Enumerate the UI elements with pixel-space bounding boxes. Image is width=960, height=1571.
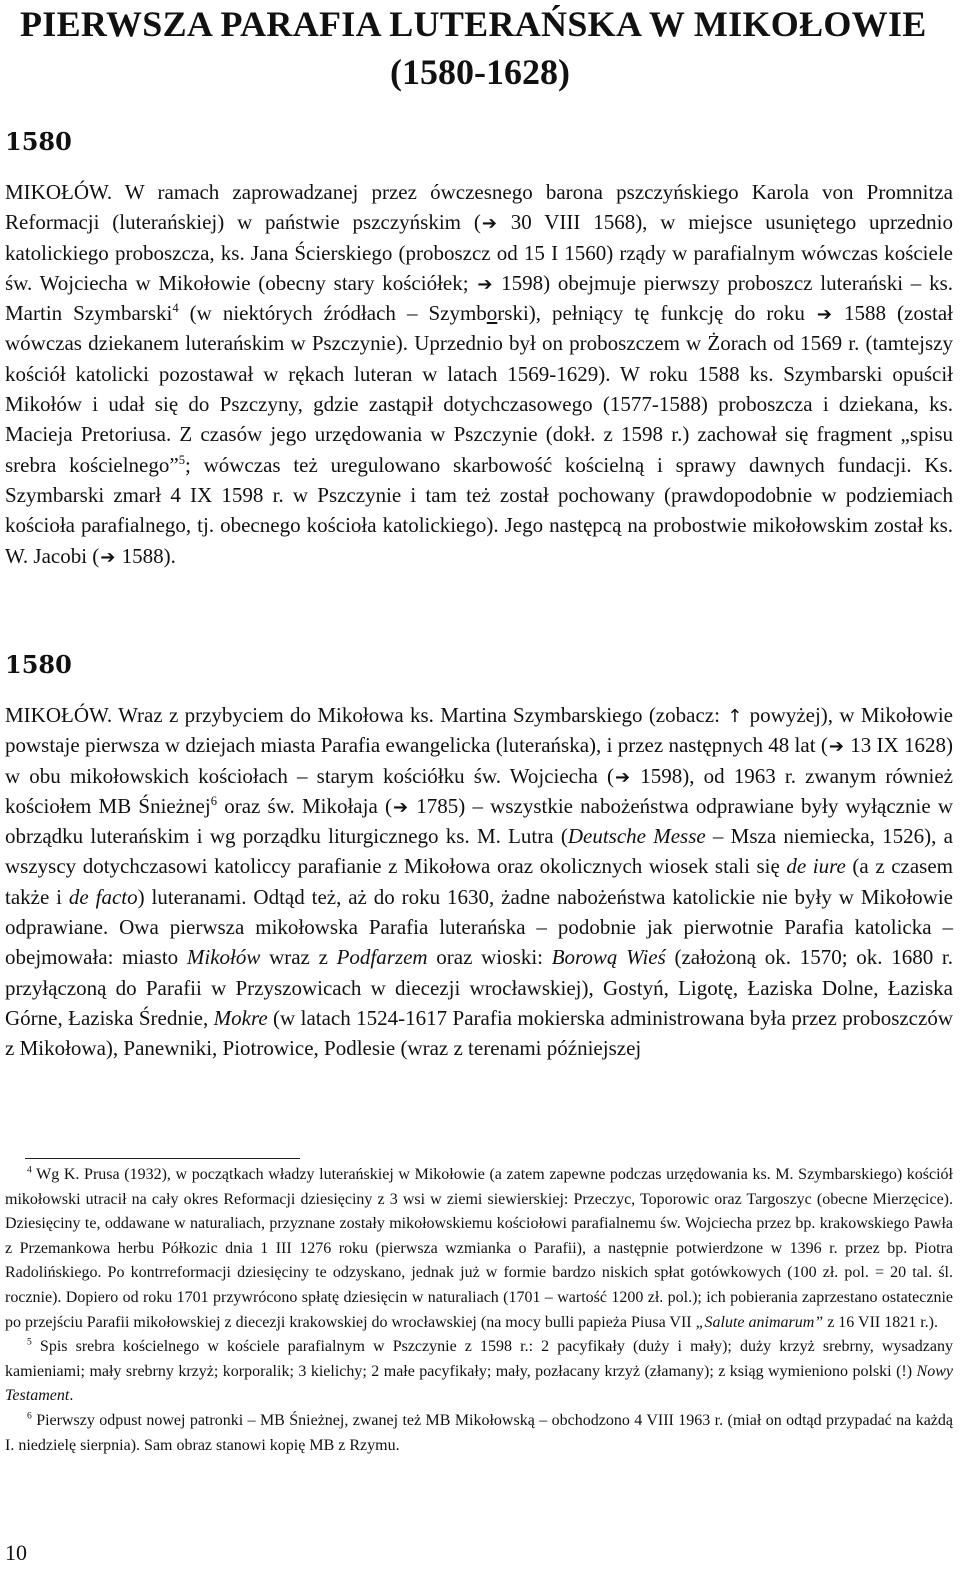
right-arrow-icon: ➔: [481, 213, 497, 235]
text-run: 1588).: [116, 543, 176, 568]
up-arrow-icon: ↑: [727, 706, 743, 727]
footnote-number: 4: [27, 1164, 32, 1176]
footnote-number: 5: [27, 1336, 32, 1348]
text-run: (a z czasem także i: [5, 854, 954, 909]
italic-text: Nowy Testament: [5, 1362, 953, 1405]
text-run: oraz wioski:: [427, 945, 552, 970]
footnote-text: z 16 VII 1821 r.).: [823, 1313, 938, 1331]
italic-text: Mokre: [213, 1005, 268, 1030]
text-run: 1598), od 1963 r. zwanym również kościołem MB Śnieżnej: [5, 763, 953, 818]
right-arrow-icon: ➔: [614, 766, 631, 788]
footnote-text: Pierwszy odpust nowej patronki – MB Śnieżnej, zwanej też MB Mikołowską – obchodzono 4 VIII 1963 r. (miał on odtąd przypadać na każdą I. niedzielę sierpnia). Sam obraz stanowi kopię MB z Rzymu.: [5, 1411, 953, 1454]
footnote-5: [5, 1335, 953, 1409]
text-run: 30 VIII 1568), w miejsce usuniętego uprzednio katolickiego proboszcza, ks. Jana Ścierskiego (proboszcz od 15 I 1560) rządy w parafialnym wówczas kościele św. Wojciecha w Mikołowie (obecny stary kościółek;: [5, 210, 953, 295]
italic-text: de facto: [68, 884, 138, 909]
italic-text: Deutsche Messe: [567, 824, 706, 849]
text-run: MIKOŁÓW. Wraz z przybyciem do Mikołowa ks. Martina Szymbarskiego (zobacz:: [5, 703, 727, 727]
footnote-number: 6: [27, 1410, 32, 1422]
text-run: – Msza niemiecka, 1526), a wszyscy dotychczasowi katoliccy parafianie z Mikołowa oraz okolicznych wiosek stali się: [5, 824, 953, 879]
text-run: (założoną ok. 1570; ok. 1680 r. przyłączoną do Parafii w Przyszowicach w diecezji wrocławskiej), Gostyń, Ligotę, Łaziska Dolne, Łaziska Górne, Łaziska Średnie,: [5, 945, 954, 1030]
footnote-ref[interactable]: 5: [178, 452, 185, 467]
text-run: 1785) – wszystkie nabożeństwa odprawiane były wyłącznie w obrządku luterańskim i wg porządku liturgicznego ks. M. Lutra (: [5, 793, 954, 849]
text-run: (w niektórych źródłach – Szymb: [178, 301, 487, 326]
italic-text: Podfarzem: [336, 945, 428, 970]
footnote-4: [5, 1163, 953, 1335]
right-arrow-icon: ➔: [477, 273, 493, 295]
italic-text: „Salute animarum”: [695, 1313, 824, 1331]
text-run: powyżej), w Mikołowie powstaje pierwsza w dziejach miasta Parafia ewangelicka (luterańska), i przez następnych 48 lat (: [5, 703, 953, 758]
right-arrow-icon: ➔: [816, 304, 832, 326]
right-arrow-icon: ➔: [392, 796, 409, 818]
italic-text: de iure: [786, 854, 846, 879]
text-run: 13 IX 1628) w obu mikołowskich kościołach – starym kościółku św. Wojciecha (: [5, 733, 954, 788]
text-run: (w latach 1524-1617 Parafia mokierska administrowana była przez proboszczów z Mikołowa), Panewniki, Piotrowice, Podlesie (wraz z terenami późniejszej: [5, 1005, 953, 1061]
footnote-6: [5, 1409, 953, 1458]
text-run: MIKOŁÓW. W ramach zaprowadzanej przez ówczesnego barona pszczyńskiego Karola von Promnitza Reformacji (luterańskiej) w państwie pszczyńskim (: [5, 180, 953, 235]
footnote-divider: [25, 1158, 300, 1159]
section-year-heading: 1580: [5, 127, 72, 156]
footnotes: [5, 1163, 953, 1458]
text-run: rski), pełniący tę funkcję do roku: [497, 301, 816, 326]
page-number: 10: [5, 1540, 27, 1565]
italic-text: Borową Wieś: [551, 945, 666, 970]
text-run: oraz św. Mikołaja (: [217, 793, 392, 818]
section-year-heading: 1580: [5, 650, 72, 679]
footnote-ref[interactable]: 4: [172, 301, 179, 316]
text-run: 1598) obejmuje pierwszy proboszcz luterański – ks. Martin Szymbarski: [5, 270, 953, 326]
section-paragraph: [5, 700, 953, 1064]
section-paragraph: [5, 177, 953, 571]
text-run: 1588 (został wówczas dziekanem luterańskim w Pszczynie). Uprzednio był on proboszczem w Żorach od 1569 r. (tamtejszy kościół katolicki pozostawał w rękach luteran w latach 1569-1629). W roku 1588 ks. Szymbarski opuścił Mikołów i udał się do Pszczyny, gdzie zastąpił dotychczasowego (1577-1588) proboszcza i dziekana, ks. Macieja Pretoriusa. Z czasów jego urzędowania w Pszczynie (dokł. z 1598 r.) zachował się fragment „spisu srebra kościelnego”: [5, 301, 953, 477]
page-title-line-1: PIERWSZA PARAFIA LUTERAŃSKA W MIKOŁOWIE: [20, 4, 927, 44]
footnote-text: .: [69, 1387, 74, 1405]
text-run: ) luteranami. Odtąd też, aż do roku 1630, żadne nabożeństwa katolickie nie były w Mikołowie odprawiane. Owa pierwsza mikołowska Parafia luterańska – podobnie jak pierwotnie Parafia katolicka – obejmowała: miasto: [5, 884, 953, 970]
page-title-line-2: (1580-1628): [390, 52, 570, 92]
footnote-ref[interactable]: 6: [210, 793, 218, 808]
text-run: wraz z: [260, 945, 337, 970]
footnote-text: Wg K. Prusa (1932), w początkach władzy luterańskiej w Mikołowie (a zatem zapewne podczas urzędowania ks. M. Szymbarskiego) kościół mikołowski utracił na cały okres Reformacji dziesięciny z 3 wsi w ziemi siewierskiej: Przeczyc, Toporowic oraz Targoszyc (obecne Mierzęcice). Dziesięciny te, oddawane w naturaliach, przyznane zostały mikołowskiemu kościołowi parafialnemu św. Wojciecha przez bp. krakowskiego Pawła z Przemankowa herbu Półkozic dnia 1 III 1276 roku (pierwsza wzmianka o Parafii), a następnie potwierdzone w 1396 r. przez bp. Piotra Radolińskiego. Po kontrreformacji dziesięciny te odzyskano, jednak już w formie bardzo niskich spłat gotówkowych (100 zł. pol. = 20 tal. śl. rocznie). Dopiero od roku 1701 przywrócono spłatę dziesięcin w naturaliach (1701 – wartość 1200 zł. pol.); ich pobierania zaprzestano ostatecznie po przejściu Parafii mikołowskiej z diecezji krakowskiej do wrocławskiej (na mocy bulli papieża Piusa VII: [5, 1166, 953, 1331]
footnote-text: Spis srebra kościelnego w kościele parafialnym w Pszczynie z 1598 r.: 2 pacyfikały (duży i mały); duży krzyż srebrny, wysadzany kamieniami; mały srebrny krzyż; korporalik; 3 kielichy; 2 małe pacyfikały; mały, pozłacany krzyż (złamany); z ksiąg wymieniono polski (!): [5, 1338, 953, 1380]
italic-text: Mikołów: [186, 945, 261, 970]
text-run: ; wówczas też uregulowano skarbowość kościelną i sprawy dawnych fundacji. Ks. Szymbarski zmarł 4 IX 1598 r. w Pszczynie i tam też został pochowany (prawdopodobnie w podziemiach kościoła parafialnego, tj. obecnego kościoła katolickiego). Jego następcą na probostwie mikołowskim został ks. W. Jacobi (: [5, 452, 953, 568]
underlined-letter: o: [486, 301, 498, 326]
right-arrow-icon: ➔: [828, 736, 844, 758]
right-arrow-icon: ➔: [100, 546, 116, 568]
